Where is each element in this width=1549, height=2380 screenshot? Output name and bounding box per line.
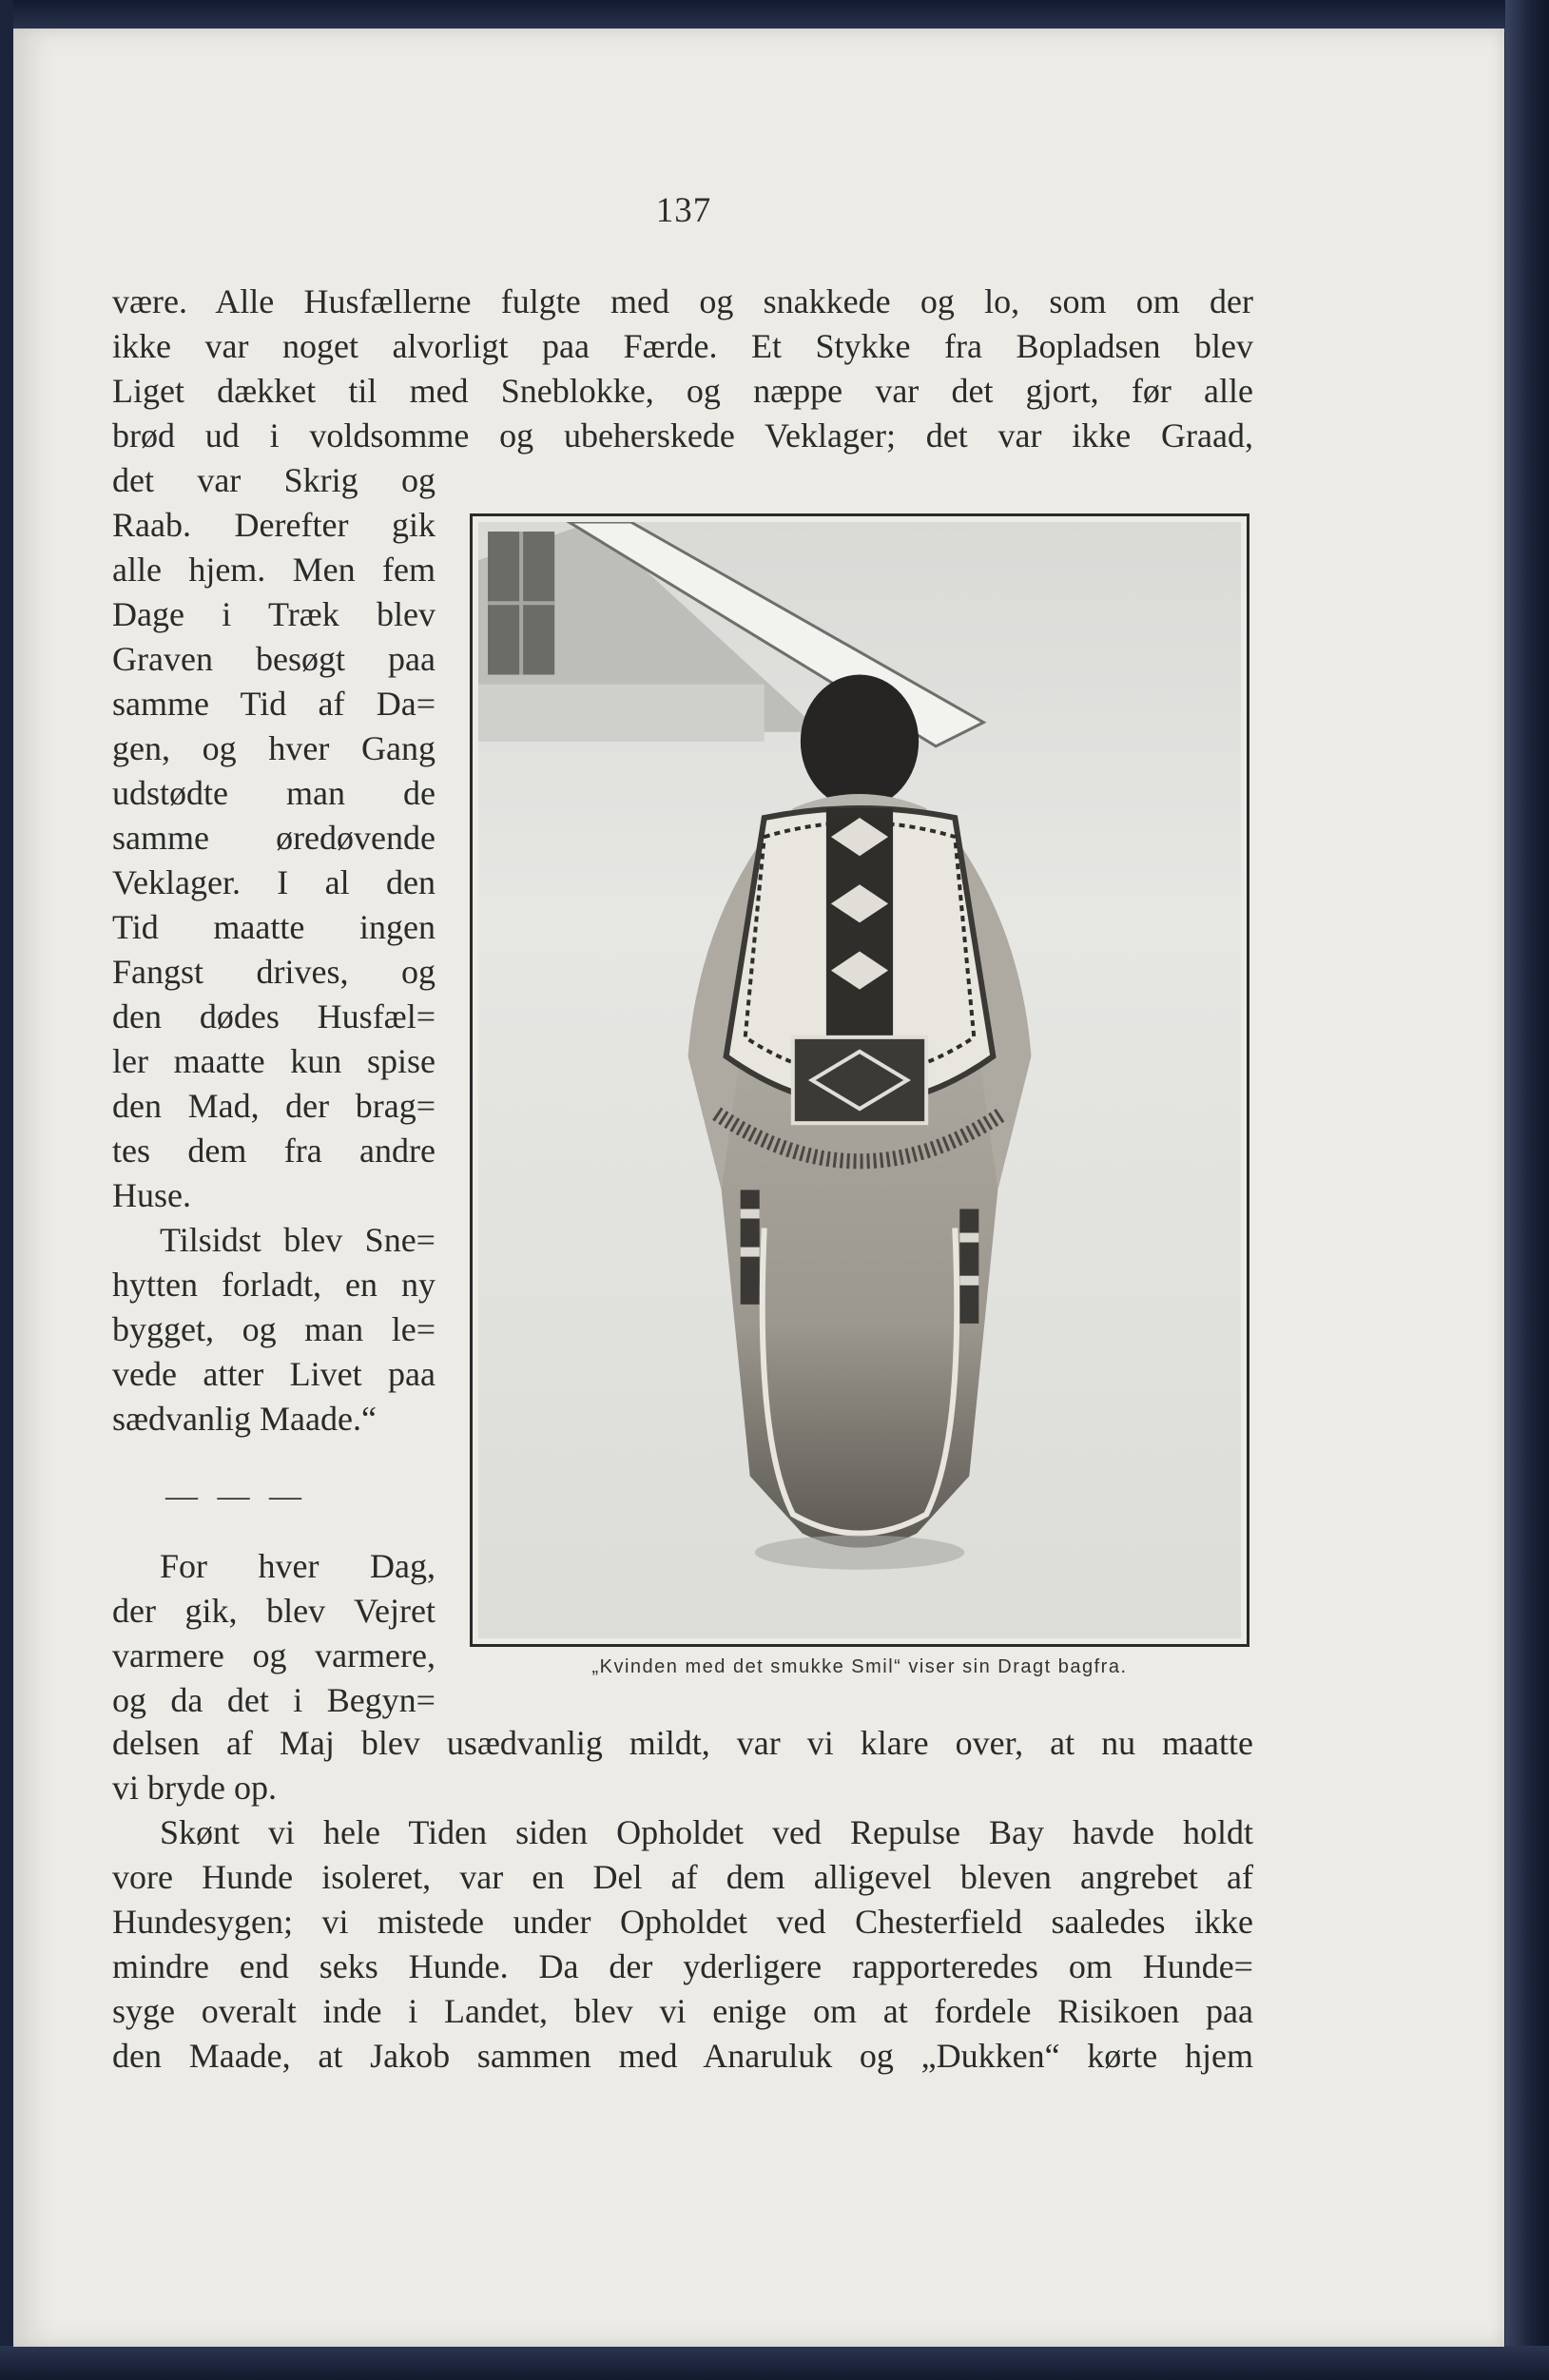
text-line: mindre end seks Hunde. Da der yderligere rapporteredes om Hunde= — [112, 1947, 1253, 1985]
text-line: Raab. Derefter gik — [112, 506, 436, 544]
text-line: Tid maatte ingen — [112, 908, 436, 946]
text-block-side-lower — [112, 1544, 436, 1723]
text-line: brød ud i voldsomme og ubeherskede Veklager; det var ikke Graad, — [112, 416, 1253, 455]
text-line: sædvanlig Maade.“ — [112, 1400, 377, 1438]
shadow — [755, 1536, 965, 1570]
text-line: samme øredøvende — [112, 819, 436, 857]
text-line: Fangst drives, og — [112, 953, 436, 991]
text-line: Liget dækket til med Sneblokke, og næppe var det gjort, før alle — [112, 372, 1253, 410]
photo-caption: „Kvinden med det smukke Smil“ viser sin Dragt bagfra. — [591, 1656, 1128, 1677]
text-line: delsen af Maj blev usædvanlig mildt, var vi klare over, at nu maatte — [112, 1724, 1253, 1762]
text-line: Graven besøgt paa — [112, 640, 436, 678]
book-page — [13, 29, 1504, 2347]
text-line: For hver Dag, — [160, 1547, 436, 1585]
text-line: syge overalt inde i Landet, blev vi enige om at fordele Risikoen paa — [112, 1992, 1253, 2030]
text-line: Skønt vi hele Tiden siden Opholdet ved Repulse Bay havde holdt — [160, 1813, 1253, 1851]
text-line: samme Tid af Da= — [112, 685, 436, 723]
text-line: udstødte man de — [112, 774, 436, 812]
photo-woman-in-snow — [478, 522, 1241, 1638]
text-line: hytten forladt, en ny — [112, 1266, 436, 1304]
text-line: den Maade, at Jakob sammen med Anaruluk og „Dukken“ kørte hjem — [112, 2037, 1253, 2075]
text-line: Dage i Træk blev — [112, 595, 436, 633]
text-block-bottom — [112, 1721, 1253, 2079]
text-line: være. Alle Husfællerne fulgte med og snakkede og lo, som om der — [112, 282, 1253, 320]
text-line: tes dem fra andre — [112, 1132, 436, 1170]
text-line: Huse. — [112, 1176, 191, 1214]
photograph — [470, 513, 1249, 1647]
text-line: bygget, og man le= — [112, 1310, 436, 1348]
text-block-side — [112, 458, 436, 1442]
tassel-right — [959, 1209, 978, 1323]
text-block-top — [112, 280, 1253, 458]
text-line: det var Skrig og — [112, 461, 436, 499]
book-binding-left — [0, 0, 13, 2380]
book-binding-right — [1505, 0, 1549, 2380]
text-line: den dødes Husfæl= — [112, 997, 436, 1035]
text-line: Tilsidst blev Sne= — [160, 1221, 436, 1259]
book-binding-bottom — [0, 2346, 1549, 2380]
text-line: der gik, blev Vejret — [112, 1592, 436, 1630]
text-line: den Mad, der brag= — [112, 1087, 436, 1125]
text-line: Veklager. I al den — [112, 863, 436, 901]
text-line: gen, og hver Gang — [112, 729, 436, 767]
text-line: vede atter Livet paa — [112, 1355, 436, 1393]
text-line: Hundesygen; vi mistede under Opholdet ved Chesterfield saaledes ikke — [112, 1903, 1253, 1941]
snow-bank — [478, 685, 765, 742]
text-line: vore Hunde isoleret, var en Del af dem alligevel bleven angrebet af — [112, 1858, 1253, 1896]
section-separator: — — — — [165, 1479, 307, 1514]
text-line: og da det i Begyn= — [112, 1681, 436, 1719]
head-dark-hair — [801, 675, 919, 808]
page-number: 137 — [655, 191, 712, 230]
text-line: ler maatte kun spise — [112, 1042, 436, 1080]
book-binding-top — [0, 0, 1549, 32]
text-line: varmere og varmere, — [112, 1636, 436, 1674]
text-line: alle hjem. Men fem — [112, 551, 436, 589]
text-line: ikke var noget alvorligt paa Færde. Et Stykke fra Bopladsen blev — [112, 327, 1253, 365]
text-line: vi bryde op. — [112, 1769, 277, 1807]
